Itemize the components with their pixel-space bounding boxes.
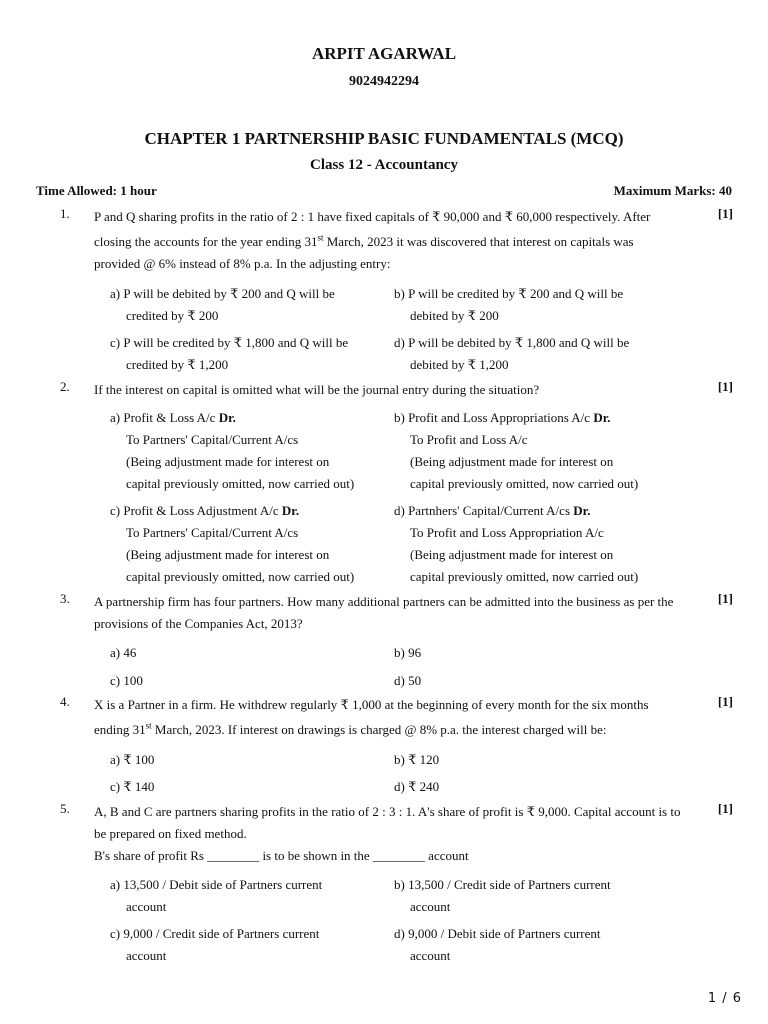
text-run: March, 2023. If interest on drawings is charged @ 8% p.a. the interest charged will be: (151, 722, 607, 737)
option-c[interactable]: c) 100 (110, 673, 143, 688)
subject-title: Class 12 - Accountancy (310, 157, 458, 173)
option-a[interactable]: a) 46 (110, 645, 137, 660)
option-line: account (126, 899, 167, 914)
question-number: 5. (60, 801, 70, 816)
option-line: To Partners' Capital/Current A/cs (126, 432, 299, 447)
option-line: To Profit and Loss Appropriation A/c (410, 525, 604, 540)
question-number: 3. (60, 591, 70, 606)
option-a[interactable] (110, 407, 372, 495)
option-line: d) P will be debited by ₹ 1,800 and Q will be (394, 335, 630, 350)
option-line (110, 500, 372, 522)
text-run: closing the accounts for the year ending 31 (94, 234, 318, 249)
debit-marker: Dr. (218, 410, 236, 425)
question-line: be prepared on fixed method. (94, 826, 247, 841)
option-line: account (410, 948, 451, 963)
chapter-title: CHAPTER 1 PARTNERSHIP BASIC FUNDAMENTALS (MCQ) (144, 129, 624, 148)
option-line: (Being adjustment made for interest on (126, 454, 330, 469)
option-line: capital previously omitted, now carried out) (126, 476, 355, 491)
question-text (94, 206, 706, 275)
option-line: c) 9,000 / Credit side of Partners current (110, 926, 320, 941)
option-b[interactable] (394, 283, 656, 327)
option-c[interactable] (110, 332, 372, 376)
text-run: b) Profit and Loss Appropriations A/c (394, 410, 594, 425)
option-line: To Partners' Capital/Current A/cs (126, 525, 299, 540)
option-line (110, 407, 372, 429)
option-line: b) 13,500 / Credit side of Partners current (394, 877, 611, 892)
debit-marker: Dr. (593, 410, 611, 425)
question-text (94, 694, 706, 741)
page-number: 1 / 6 (707, 991, 742, 1006)
option-a[interactable] (110, 283, 372, 327)
option-a[interactable] (110, 874, 372, 918)
question-line: A partnership firm has four partners. How many additional partners can be admitted into the business as per the (94, 594, 674, 609)
option-line: b) P will be credited by ₹ 200 and Q will be (394, 286, 624, 301)
option-line: (Being adjustment made for interest on (410, 547, 614, 562)
question-line (94, 719, 706, 741)
option-b[interactable]: b) ₹ 120 (394, 752, 440, 767)
option-line: debited by ₹ 1,200 (410, 357, 509, 372)
option-b[interactable] (394, 407, 656, 495)
option-c[interactable] (110, 923, 372, 967)
question-text: If the interest on capital is omitted what will be the journal entry during the situation? (94, 382, 540, 397)
option-line: d) 9,000 / Debit side of Partners current (394, 926, 601, 941)
question-line: A, B and C are partners sharing profits in the ratio of 2 : 3 : 1. A's share of profit is ₹ 9,000. Capital account is to (94, 804, 681, 819)
maximum-marks: Maximum Marks: 40 (613, 183, 732, 198)
question-number: 2. (60, 379, 70, 394)
option-b[interactable] (394, 874, 656, 918)
superscript: st (317, 232, 324, 243)
question-number: 1. (60, 206, 70, 221)
text-run: d) Partnhers' Capital/Current A/cs (394, 503, 574, 518)
option-b[interactable]: b) 96 (394, 645, 422, 660)
debit-marker: Dr. (281, 503, 300, 518)
question-number: 4. (60, 694, 70, 709)
question-line: provisions of the Companies Act, 2013? (94, 616, 303, 631)
option-line: debited by ₹ 200 (410, 308, 499, 323)
question-marks: [1] (717, 694, 733, 709)
option-c[interactable]: c) ₹ 140 (110, 779, 155, 794)
question-text (94, 801, 706, 867)
text-run: a) Profit & Loss A/c (110, 410, 219, 425)
option-line (394, 500, 656, 522)
option-line: a) P will be debited by ₹ 200 and Q will be (110, 286, 335, 301)
option-d[interactable] (394, 332, 656, 376)
question-line: P and Q sharing profits in the ratio of 2 : 1 have fixed capitals of ₹ 90,000 and ₹ 60,000 respectively. After (94, 209, 651, 224)
option-line: account (410, 899, 451, 914)
option-d[interactable] (394, 500, 656, 588)
debit-marker: Dr. (573, 503, 591, 518)
question-line: B's share of profit Rs ________ is to be shown in the ________ account (94, 848, 469, 863)
time-allowed: Time Allowed: 1 hour (36, 183, 157, 198)
option-a[interactable]: a) ₹ 100 (110, 752, 155, 767)
option-d[interactable]: d) ₹ 240 (394, 779, 440, 794)
text-run: c) Profit & Loss Adjustment A/c (110, 503, 282, 518)
text-run: March, 2023 it was discovered that interest on capitals was (323, 234, 634, 249)
question-line (94, 231, 706, 253)
option-d[interactable]: d) 50 (394, 673, 422, 688)
question-line: X is a Partner in a firm. He withdrew regularly ₹ 1,000 at the beginning of every month for the six months (94, 697, 649, 712)
option-line: credited by ₹ 1,200 (126, 357, 229, 372)
question-marks: [1] (717, 379, 733, 394)
option-line: a) 13,500 / Debit side of Partners current (110, 877, 323, 892)
option-line: capital previously omitted, now carried out) (126, 569, 355, 584)
option-line: c) P will be credited by ₹ 1,800 and Q will be (110, 335, 349, 350)
option-line: capital previously omitted, now carried out) (410, 569, 639, 584)
author-name: ARPIT AGARWAL (311, 44, 457, 63)
question-line: provided @ 6% instead of 8% p.a. In the adjusting entry: (94, 256, 391, 271)
text-run: ending 31 (94, 722, 146, 737)
option-line (394, 407, 656, 429)
question-text (94, 591, 706, 635)
option-line: (Being adjustment made for interest on (410, 454, 614, 469)
option-line: credited by ₹ 200 (126, 308, 219, 323)
question-marks: [1] (717, 206, 733, 221)
option-line: capital previously omitted, now carried out) (410, 476, 639, 491)
author-phone: 9024942294 (349, 74, 419, 89)
option-d[interactable] (394, 923, 656, 967)
superscript: st (145, 720, 152, 731)
option-line: account (126, 948, 167, 963)
option-line: To Profit and Loss A/c (410, 432, 528, 447)
question-marks: [1] (717, 801, 733, 816)
option-line: (Being adjustment made for interest on (126, 547, 330, 562)
question-marks: [1] (717, 591, 733, 606)
option-c[interactable] (110, 500, 372, 588)
